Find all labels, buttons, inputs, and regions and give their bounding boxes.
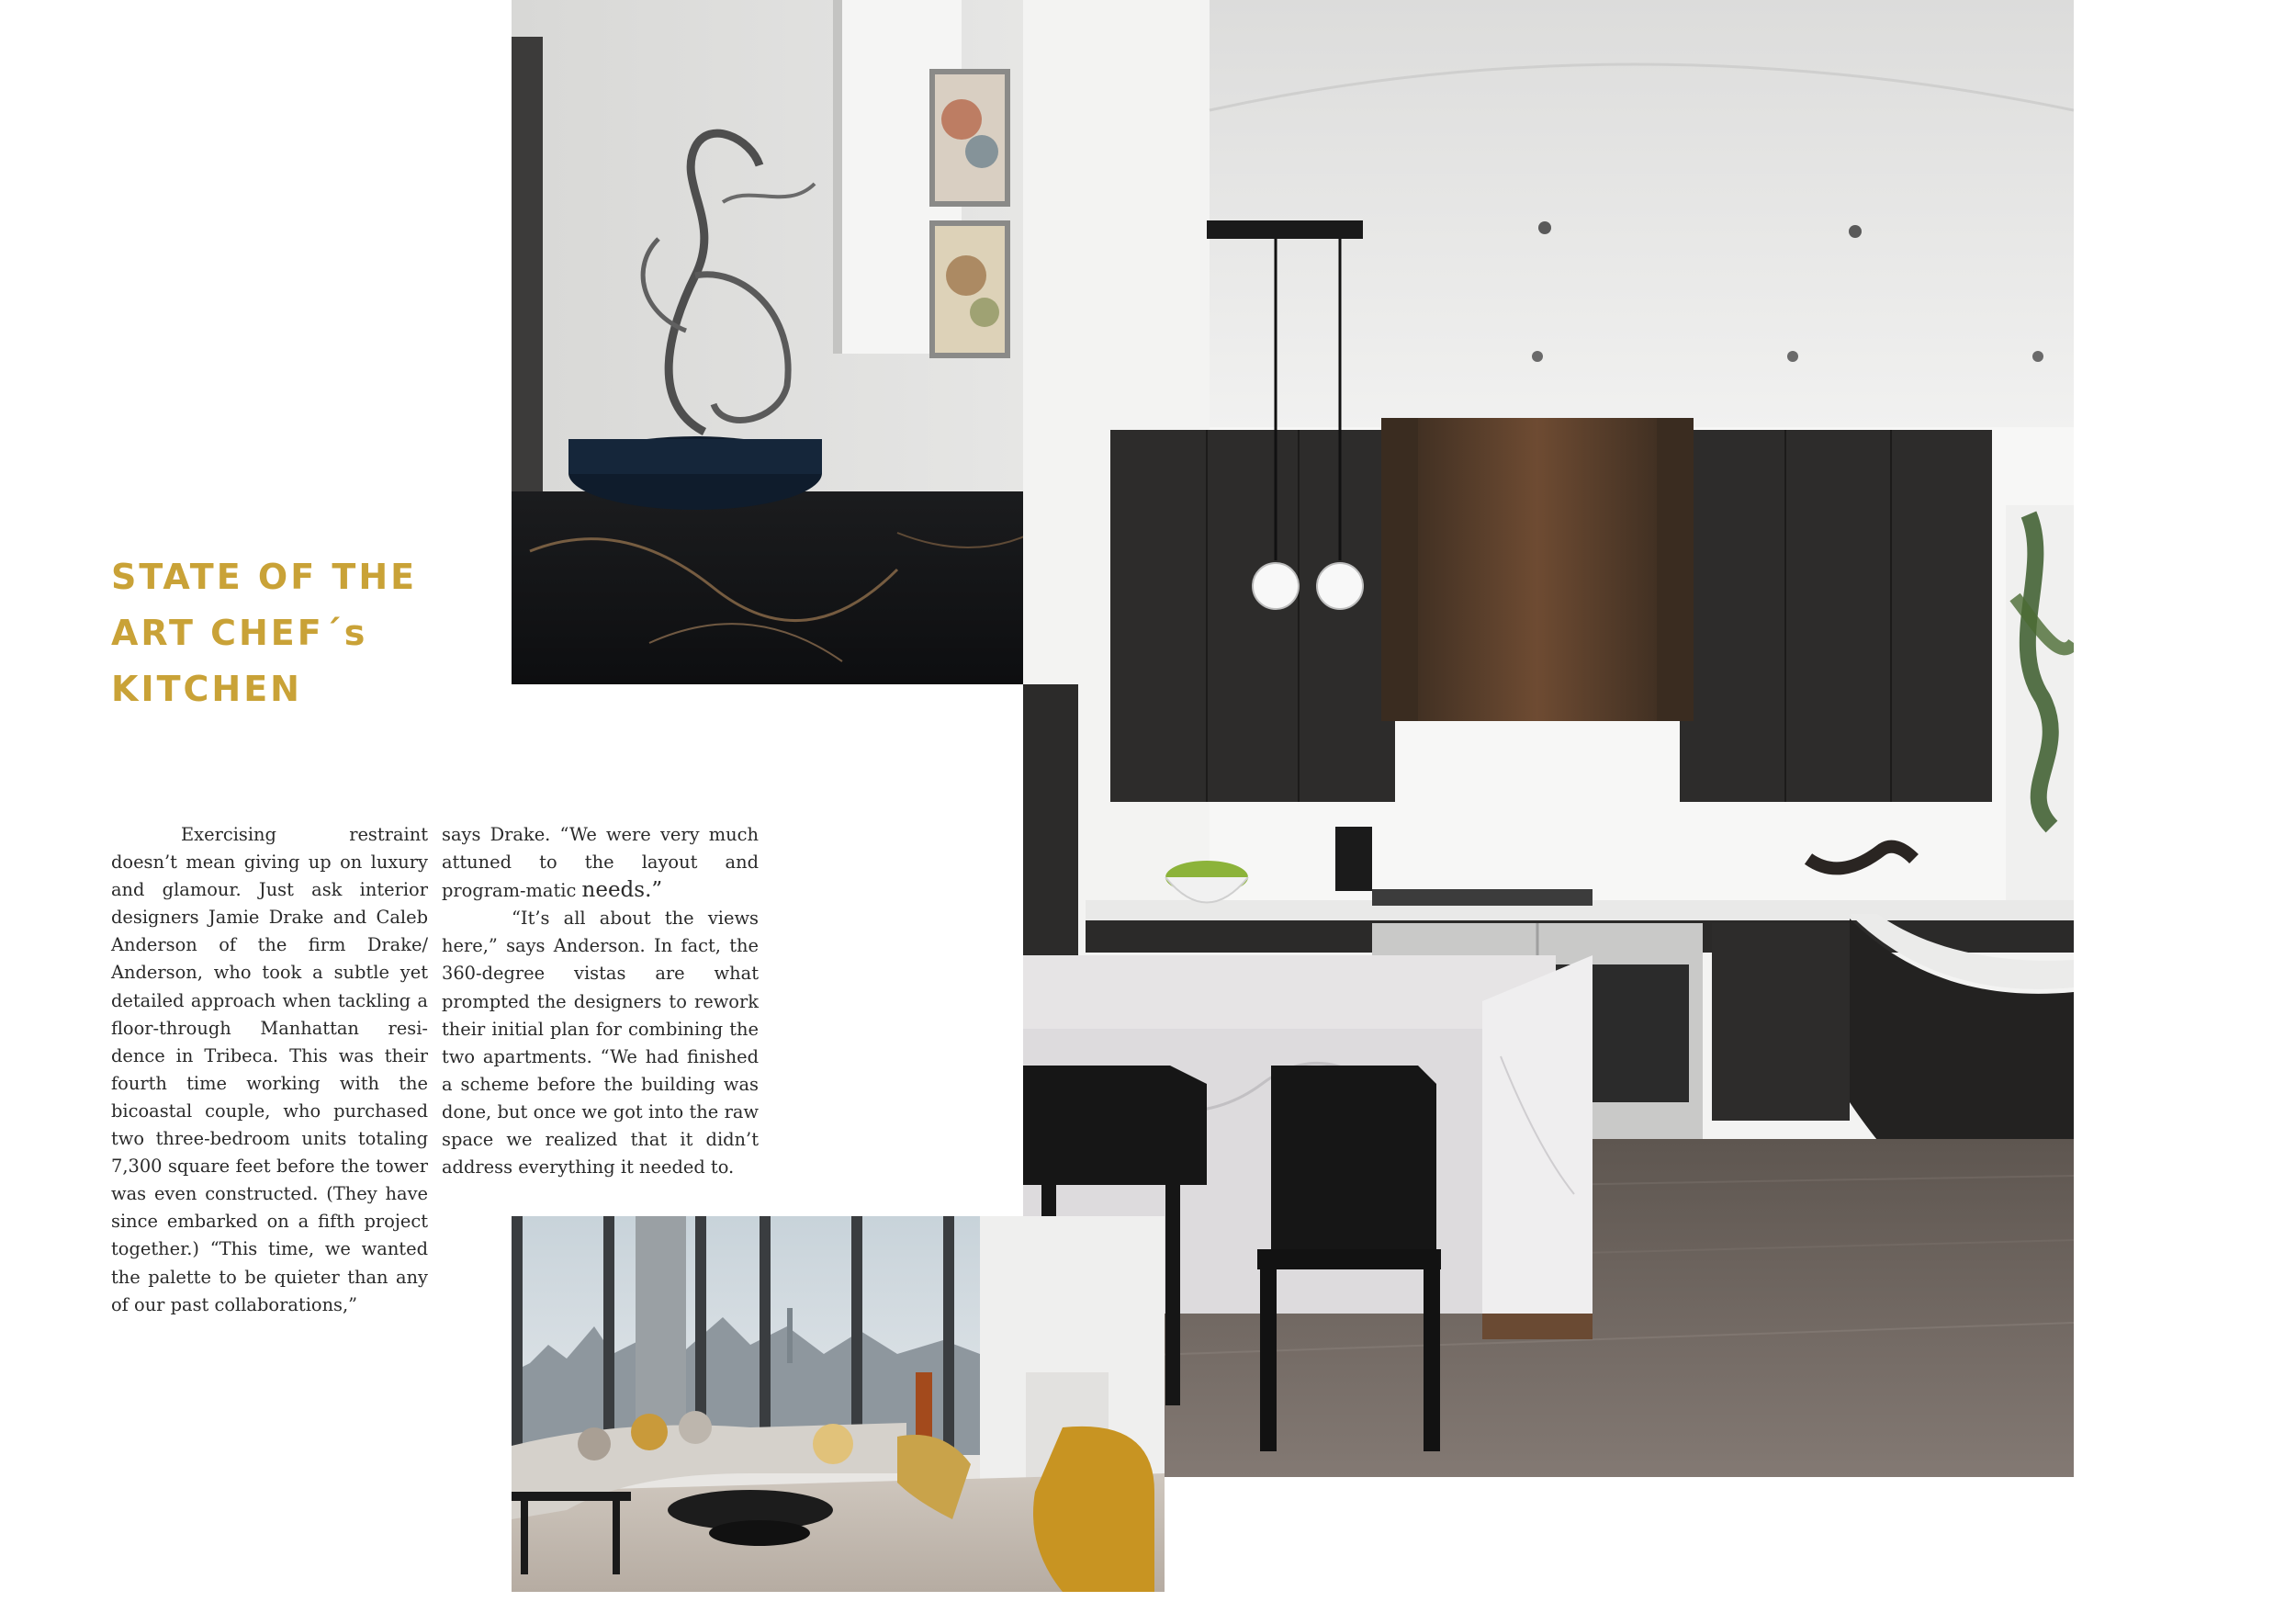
column-2-paragraph-1-tail: needs.” bbox=[581, 878, 663, 903]
column-1-paragraph-1: Exercising restraint doesn’t mean giving up on luxury and glamour. Just ask interior designers Jamie Drake and Caleb Anderson of the firm Drake/ Anderson, who took a subtle yet detailed approach when tackling a floor-through Manhattan resi-dence in Tribeca. This was their fourth time working with the bicoastal couple, who purchased two three-bedroom units totaling 7,300 square feet before the tower was even constructed. (They have since embarked on a fifth project together.) “This time, we wanted the palette to be quieter than any of our past collaborations,” bbox=[111, 824, 428, 1315]
title-line-1: STATE OF THE bbox=[111, 557, 418, 597]
living-room-photo bbox=[512, 1216, 1165, 1592]
article-column-2 bbox=[442, 821, 759, 1181]
column-2-paragraph-1 bbox=[442, 821, 759, 905]
column-2-paragraph-2: “It’s all about the views here,” says Anderson. In fact, the 360-degree vistas are what prompted the designers to rework their initial plan for combining the two apartments. “We had finished a scheme before the building was done, but once we got into the raw space we realized that it didn’t address everything it needed to. bbox=[442, 908, 759, 1179]
article-title bbox=[111, 549, 417, 717]
article-column-1 bbox=[111, 821, 428, 1319]
title-line-2: ART CHEF´s bbox=[111, 613, 368, 653]
column-2-paragraph-1-text: says Drake. “We were very much attuned to the layout and program-matic bbox=[442, 824, 759, 902]
kitchen-photo bbox=[1023, 0, 2074, 1477]
title-line-3: KITCHEN bbox=[111, 669, 302, 709]
